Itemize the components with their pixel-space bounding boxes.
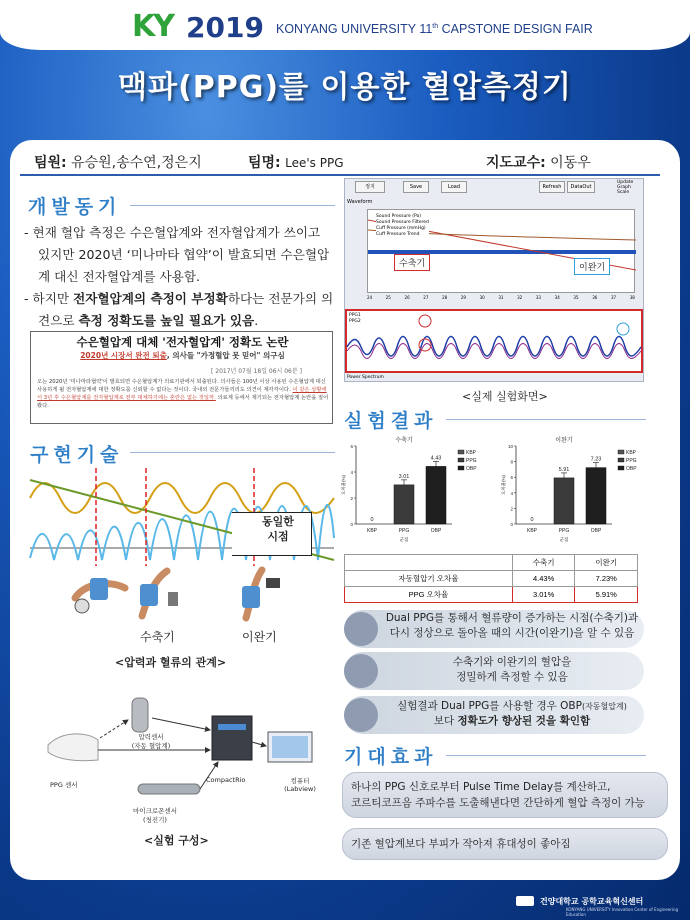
- table-row-highlighted: [345, 587, 638, 603]
- section-heading-effects: 기대효과: [344, 746, 438, 768]
- table-cell: 자동혈압기 오차율: [345, 571, 513, 587]
- mic-sensor-label: 마이크로폰센서 (청진기): [133, 807, 177, 824]
- table-cell: 5.91%: [575, 587, 638, 603]
- section-underline: [446, 419, 646, 420]
- chart-y-tick-label: 0: [350, 522, 353, 527]
- waveform-plot: [367, 209, 635, 293]
- same-time-label: 동일한 시점: [262, 515, 294, 543]
- footer-org: 건양대학교 공학교육혁신센터: [540, 897, 644, 906]
- hand-shape: [48, 734, 98, 761]
- ppg-legend: PPG1 PPG2: [349, 313, 361, 324]
- table-header-cell: 이완기: [575, 555, 638, 571]
- pressure-sensor-label: 압력센서 (자동 혈압계): [131, 733, 171, 750]
- label-systole: 수축기: [140, 630, 175, 644]
- save-button[interactable]: Save: [403, 181, 429, 193]
- compactrio-shape: [212, 716, 252, 760]
- motive-text: [24, 222, 334, 332]
- setup-caption: <실험 구성>: [144, 834, 209, 847]
- compactrio-label: CompactRio: [206, 776, 246, 784]
- motive-paragraph-2: - 하지만 전자혈압계의 측정이 부정확하다는 전문가의 의견으로 측정 정확도를 높일 필요가 있음.: [24, 291, 334, 328]
- footer-logo-icon: [516, 896, 534, 906]
- chart-legend-swatch: [618, 458, 624, 462]
- chart-y-label: 오차율(%): [501, 474, 506, 496]
- chart-data-label: 0: [530, 517, 534, 523]
- chart-y-label: 오차율(%): [341, 474, 346, 496]
- chart-legend-swatch: [458, 466, 464, 470]
- table-header-row: [345, 555, 638, 571]
- effect-card-2: 기존 혈압계보다 부피가 작아져 휴대성이 좋아짐: [342, 828, 668, 860]
- waveform-x-ticks: 24 25 26 27 28 29 30 31 32 33 34 35 36 37 38: [367, 295, 635, 300]
- chart-x-label: 군집: [399, 537, 409, 542]
- chart-legend-swatch: [458, 450, 464, 454]
- chart-y-tick-label: 6: [510, 475, 513, 481]
- ppg-sensor-label: PPG 센서: [50, 781, 78, 789]
- chart-data-label: 4.43: [430, 455, 442, 462]
- chart-y-tick-label: 4: [350, 470, 353, 475]
- screen-label-diastole: 이완기: [574, 258, 610, 275]
- ppg-svg: [347, 311, 641, 371]
- news-subheadline: 2020년 시장서 완전 퇴출, 의사들 "가정혈압 못 믿어" 의구심: [80, 351, 285, 360]
- table-cell: 3.01%: [512, 587, 575, 603]
- chart-y-tick-label: 2: [350, 496, 353, 501]
- finding-text-1: Dual PPG를 통해서 혈류량이 증가하는 시점(수축기)과 다시 정상으로 돌아올 때의 시간(이완기)을 알 수 있음: [385, 612, 639, 639]
- arm-cuff-illustration: [70, 568, 130, 618]
- chart-legend-swatch: [458, 458, 464, 462]
- chart-y-tick-label: 8: [510, 459, 513, 465]
- chart-data-label: 0: [370, 517, 374, 523]
- chart-x-tick-label: PPG: [558, 528, 570, 534]
- table-cell: 4.43%: [512, 571, 575, 587]
- news-date: [ 2017년 07월 18일 06시 06분 ]: [211, 368, 302, 375]
- team-members: 팀원: 유승원,송수연,정은지: [34, 155, 202, 171]
- table-header-cell: 수축기: [512, 555, 575, 571]
- chart-legend-swatch: [618, 466, 624, 470]
- chart-y-tick-label: 4: [510, 490, 513, 496]
- university-logo: KY: [132, 9, 173, 44]
- chart-x-tick-label: KBP: [366, 528, 378, 534]
- arm-cuff-illustration: [132, 566, 192, 622]
- dataout-button[interactable]: DataOut: [567, 181, 595, 193]
- chart-x-tick-label: OBP: [590, 528, 602, 534]
- chart-x-label: 군집: [559, 537, 569, 542]
- implementation-caption: <압력과 혈류의 관계>: [115, 656, 227, 669]
- chart-y-tick-label: 10: [507, 444, 513, 449]
- chart-title: 수축기: [395, 438, 413, 444]
- chart-data-label: 3.01: [398, 473, 410, 480]
- chart-bar: [554, 478, 574, 524]
- power-spectrum-label: Power Spectrum: [347, 375, 384, 380]
- news-body: 오는 2020년 '미나마타협약'이 발효되면 수은혈압계가 의료기관에서 퇴출된다. 의사들은 100년 이상 사용된 수은혈압계 대신 사용하게 될 전자혈압계에 대한 정확도를 신뢰할 수 없다는 것이다. 국내외 전문가들끼리도 의견이 제각각이다. 이 같은 상황에서 3년 후 수은혈압계를 전자혈압계로 전부 대체하기에는 혼란은 없는 것일까. 의료계 등에서 제기되는 전자혈압계 논란을 짚어봤다.: [37, 379, 329, 409]
- chart-legend-label: OBP: [466, 466, 477, 472]
- footer-org-sub: KONYANG UNIVERSITY Innovation Center of Engineering Education: [566, 907, 679, 917]
- arm-cuff-illustration: [236, 566, 296, 622]
- chart-bar: [586, 468, 606, 524]
- microphone-shape: [138, 784, 200, 794]
- waveform-legend: Sound Pressure (Pa) Sound Pressure Filtered Cuff Pressure (mmHg) Cuff Pressure Trend: [376, 214, 429, 237]
- chart-y-tick-label: 6: [350, 444, 353, 449]
- chart-legend-label: PPG: [466, 458, 477, 464]
- chart-y-tick-label: 0: [510, 522, 513, 527]
- chart-bar: [394, 485, 414, 524]
- effect-card-1: 하나의 PPG 신호로부터 Pulse Time Delay를 계산하고, 코르티코프음 주파수를 도출해낸다면 간단하게 혈압 측정이 가능: [342, 772, 668, 818]
- chart-legend-label: OBP: [626, 466, 637, 472]
- chart-legend-label: KBP: [626, 450, 637, 456]
- results-bar-charts: [342, 432, 642, 550]
- experiment-setup-diagram: [28, 690, 338, 820]
- chart-legend-label: KBP: [466, 450, 477, 456]
- table-cell: 7.23%: [575, 571, 638, 587]
- chart-legend-label: PPG: [626, 458, 637, 464]
- finding-bullet: [344, 698, 378, 732]
- finding-bullet: [344, 612, 378, 646]
- computer-label: 컴퓨터 (Labview): [284, 777, 316, 793]
- chart-legend-swatch: [618, 450, 624, 454]
- refresh-button[interactable]: Refresh: [539, 181, 565, 193]
- section-underline: [130, 205, 335, 206]
- chart-data-label: 5.91: [558, 466, 570, 473]
- table-cell: PPG 오차율: [345, 587, 513, 603]
- section-underline: [130, 452, 335, 453]
- fair-name: KONYANG UNIVERSITY 11th CAPSTONE DESIGN FAIR: [276, 22, 593, 36]
- info-divider: [20, 174, 660, 176]
- advisor: 지도교수: 이동우: [486, 155, 591, 171]
- label-diastole: 이완기: [242, 630, 277, 644]
- load-button[interactable]: Load: [441, 181, 467, 193]
- stop-button[interactable]: 정지: [355, 181, 385, 193]
- motive-paragraph-1: - 현재 혈압 측정은 수은혈압계와 전자혈압계가 쓰이고 있지만 2020년 ‘미나마타 협약’이 발효되면 수은혈압계 대신 전자혈압계를 사용함.: [24, 225, 330, 284]
- section-underline: [446, 755, 646, 756]
- section-heading-motive: 개발동기: [28, 196, 122, 218]
- finding-text-3: 실험결과 Dual PPG를 사용할 경우 OBP(자동혈압계) 보다 정확도가 향상된 것을 확인함: [397, 700, 627, 727]
- fair-year: 2019: [186, 11, 264, 44]
- table-row: [345, 571, 638, 587]
- news-headline: 수은혈압계 대체 '전자혈압계' 정확도 논란: [76, 335, 289, 349]
- chart-bar: [426, 466, 446, 524]
- table-header-cell: [345, 555, 513, 571]
- news-clipping: [30, 331, 333, 424]
- update-scale-checkbox[interactable]: Update Graph Scale: [617, 180, 634, 195]
- chart-data-label: 7.23: [590, 456, 602, 463]
- chart-title: 이완기: [555, 438, 573, 444]
- chart-x-tick-label: OBP: [430, 528, 442, 534]
- results-table: [344, 554, 638, 603]
- poster-title: 맥파(PPG)를 이용한 혈압측정기: [118, 70, 572, 105]
- section-heading-results: 실험결과: [344, 410, 438, 432]
- labview-screenshot: [344, 178, 644, 382]
- screen-label-systole: 수축기: [394, 254, 430, 271]
- chart-x-tick-label: KBP: [526, 528, 538, 534]
- chart-y-tick-label: 2: [510, 506, 513, 512]
- finding-bullet: [344, 654, 378, 688]
- team-name: 팀명: Lee's PPG: [248, 155, 344, 171]
- pressure-wave: [30, 483, 334, 513]
- ppg-plot: [345, 309, 643, 373]
- finding-text-2: 수축기와 이완기의 혈압을 정밀하게 측정할 수 있음: [452, 656, 572, 683]
- screen-caption: <실제 실험화면>: [462, 390, 548, 403]
- chart-x-tick-label: PPG: [398, 528, 410, 534]
- waveform-label: Waveform: [347, 199, 373, 205]
- section-heading-implementation: 구현기술: [30, 444, 124, 466]
- pressure-sensor-shape: [132, 698, 148, 732]
